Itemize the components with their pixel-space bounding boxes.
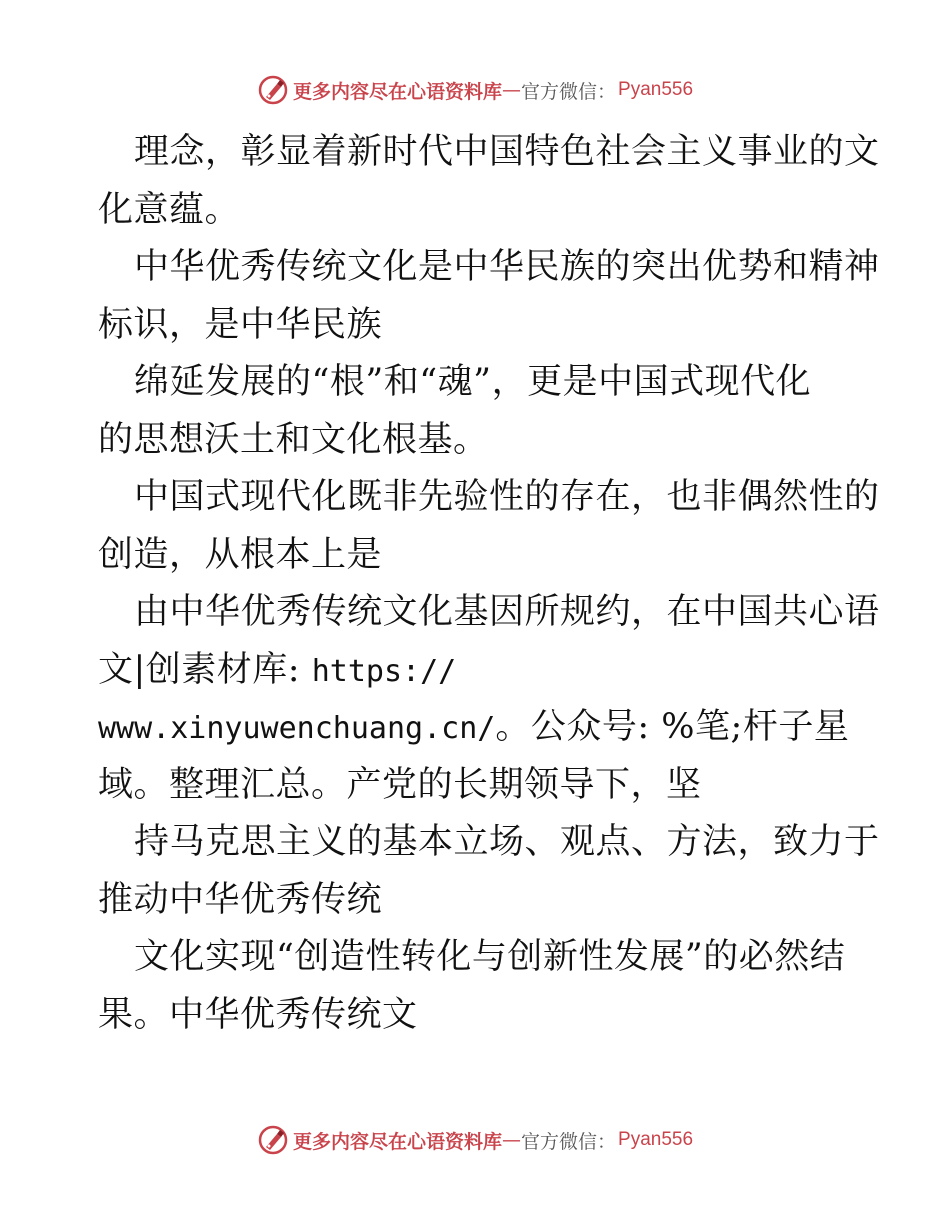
banner-dash: — xyxy=(501,1129,521,1151)
banner-dash: — xyxy=(501,79,521,101)
banner-main-text: 更多内容尽在心语资料库 xyxy=(292,80,502,103)
text-line: 由中华优秀传统文化基因所规约，在中国共心语 xyxy=(134,592,880,632)
pen-logo-icon xyxy=(257,1124,289,1156)
text-line: 域。整理汇总。产党的长期领导下，坚 xyxy=(98,764,702,805)
banner-main-text: 更多内容尽在心语资料库 xyxy=(292,1130,502,1153)
banner-wechat-id: Pyan556 xyxy=(618,79,694,100)
text-segment: 文|创素材库: xyxy=(98,649,312,690)
header-banner xyxy=(0,70,950,110)
pen-logo-icon xyxy=(257,74,289,106)
text-line: 推动中华优秀传统 xyxy=(98,879,383,920)
banner-colon: ： xyxy=(597,1130,617,1153)
text-line: 创造，从根本上是 xyxy=(98,534,383,575)
banner-wechat-label: 官方微信 xyxy=(520,1130,597,1153)
text-line xyxy=(98,642,858,700)
text-line: 理念，彰显着新时代中国特色社会主义事业的文 xyxy=(134,132,880,172)
text-segment: 。公众号: %笔;杆子星 xyxy=(495,707,850,747)
text-line xyxy=(98,699,858,757)
text-line: 文化实现“创造性转化与创新性发展”的必然结 xyxy=(134,937,846,977)
footer-banner xyxy=(0,1120,950,1160)
text-line: 中国式现代化既非先验性的存在，也非偶然性的 xyxy=(134,477,880,517)
text-line: 绵延发展的“根”和“魂”，更是中国式现代化 xyxy=(134,362,812,402)
text-line: 化意蕴。 xyxy=(98,189,241,230)
text-line: 持马克思主义的基本立场、观点、方法，致力于 xyxy=(134,822,880,862)
banner-wechat-id: Pyan556 xyxy=(618,1129,694,1150)
url-prefix: https:// xyxy=(311,653,457,689)
banner-colon: ： xyxy=(597,80,617,103)
banner-wechat-label: 官方微信 xyxy=(520,80,597,103)
text-line: 中华优秀传统文化是中华民族的突出优势和精神 xyxy=(134,247,880,287)
text-line: 标识，是中华民族 xyxy=(98,304,383,345)
text-line: 果。中华优秀传统文 xyxy=(98,994,418,1035)
document-body xyxy=(98,124,880,1044)
text-line: 的思想沃土和文化根基。 xyxy=(98,419,489,460)
url-link[interactable]: www.xinyuwenchuang.cn/ xyxy=(98,711,496,746)
